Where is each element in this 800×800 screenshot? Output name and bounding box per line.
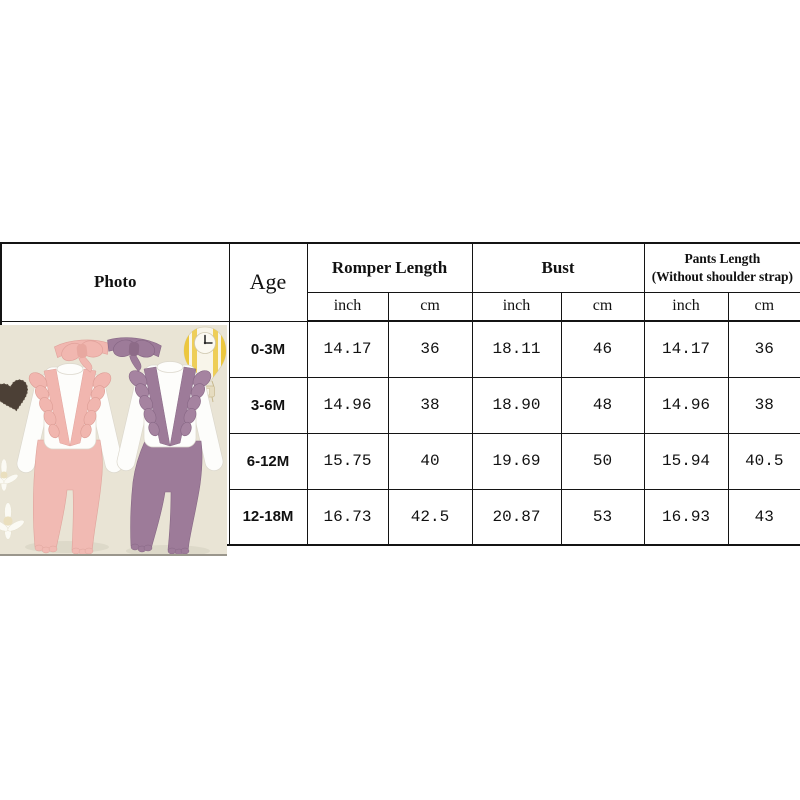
value-cell: 15.75	[307, 433, 388, 489]
value-cell: 18.11	[472, 321, 561, 377]
age-cell: 3-6M	[229, 377, 307, 433]
unit-header: inch	[472, 292, 561, 321]
value-cell: 15.94	[644, 433, 728, 489]
value-cell: 14.96	[644, 377, 728, 433]
pants-length-subtitle: (Without shoulder strap)	[651, 268, 793, 284]
value-cell: 46	[561, 321, 644, 377]
group-header-romper-length: Romper Length	[307, 243, 472, 292]
value-cell: 53	[561, 489, 644, 545]
unit-header: inch	[307, 292, 388, 321]
value-cell: 36	[388, 321, 472, 377]
value-cell: 42.5	[388, 489, 472, 545]
value-cell: 14.17	[307, 321, 388, 377]
unit-header: cm	[561, 292, 644, 321]
value-cell: 43	[728, 489, 800, 545]
value-cell: 50	[561, 433, 644, 489]
value-cell: 16.93	[644, 489, 728, 545]
value-cell: 18.90	[472, 377, 561, 433]
unit-header: cm	[728, 292, 800, 321]
group-header-bust: Bust	[472, 243, 644, 292]
value-cell: 14.17	[644, 321, 728, 377]
value-cell: 19.69	[472, 433, 561, 489]
header-row-groups	[1, 243, 800, 292]
photo-bottom-edge	[0, 554, 227, 556]
product-photo	[0, 325, 227, 556]
pants-length-title: Pants Length	[684, 251, 761, 267]
value-cell: 48	[561, 377, 644, 433]
age-column-header: Age	[229, 243, 307, 321]
value-cell: 16.73	[307, 489, 388, 545]
value-cell: 40.5	[728, 433, 800, 489]
unit-header: inch	[644, 292, 728, 321]
value-cell: 38	[388, 377, 472, 433]
photo-column-header: Photo	[1, 243, 229, 321]
value-cell: 40	[388, 433, 472, 489]
value-cell: 38	[728, 377, 800, 433]
group-header-pants-length	[644, 243, 800, 292]
value-cell: 14.96	[307, 377, 388, 433]
value-cell: 36	[728, 321, 800, 377]
value-cell: 20.87	[472, 489, 561, 545]
age-cell: 0-3M	[229, 321, 307, 377]
age-cell: 6-12M	[229, 433, 307, 489]
age-cell: 12-18M	[229, 489, 307, 545]
unit-header: cm	[388, 292, 472, 321]
